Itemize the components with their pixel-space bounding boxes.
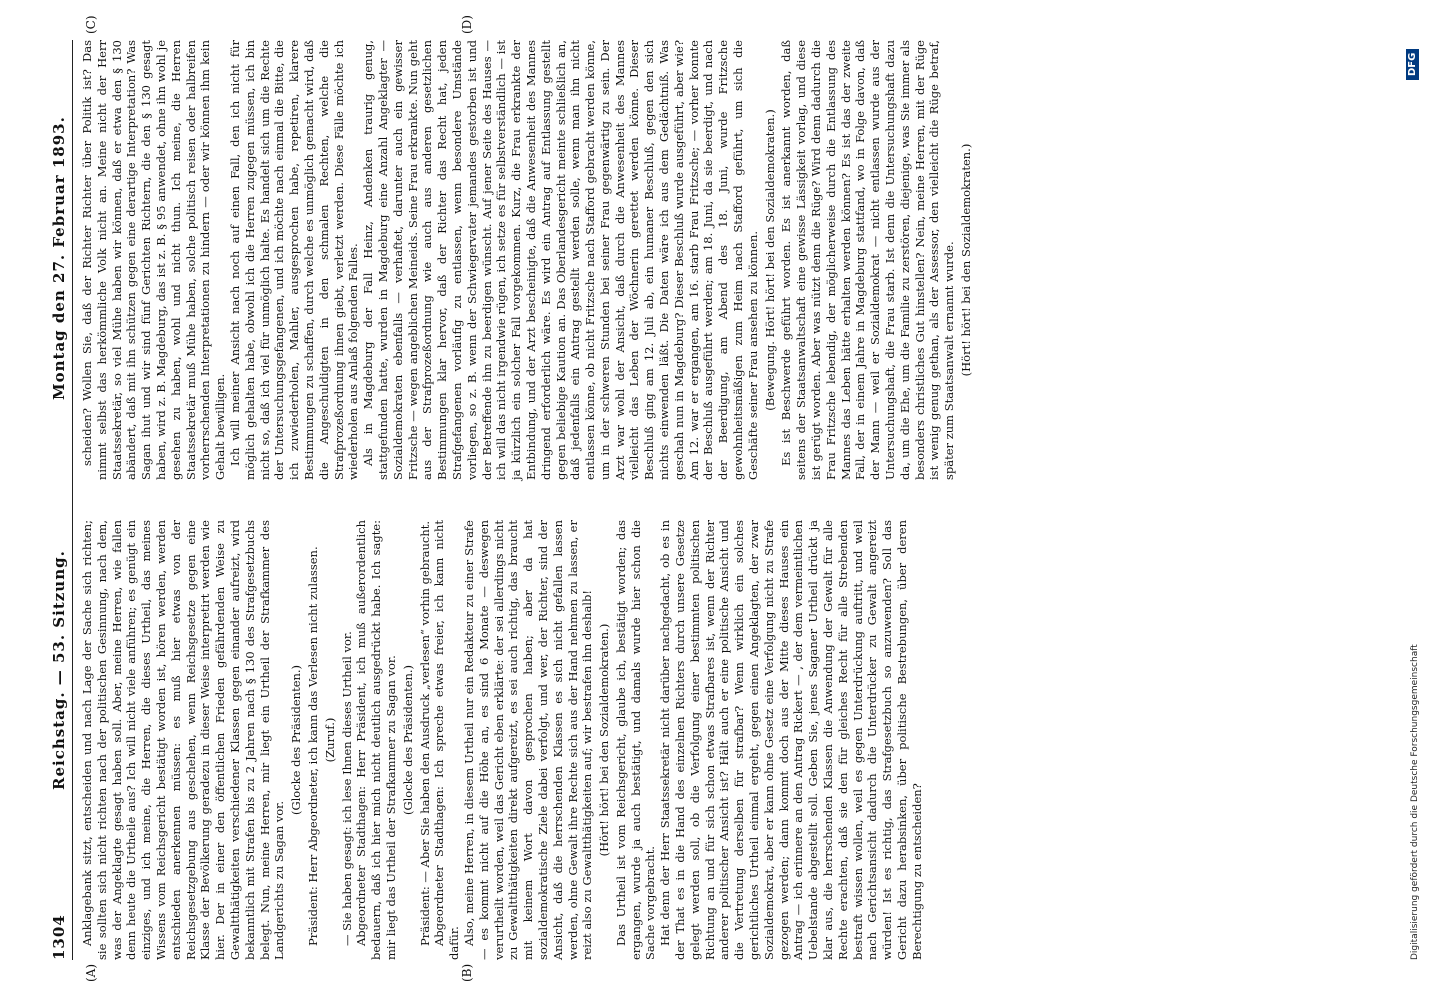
paragraph: Es ist Beschwerde geführt worden. Es ist anerkannt worden, daß seitens der Staatsanwaltschaft eine gewisse Lässigkeit vorlag, und diese ist gerügt worden. Aber was nützt denn die Rüge? Wird denn dadurch die Frau Fritzsche lebendig, der möglicherweise durch die Entlassung des Mannes das Leben hätte erhalten werden können? Es ist das der zweite Fall, der in einem Jahre in Magdeburg stattfand, wo in Folge davon, daß der Mann — weil er Sozialdemokrat — nicht entlassen wurde aus der Untersuchungshaft, die Frau starb. Ist denn die Untersuchungshaft dazu da, um die Ehe, um die Familie zu zerstören, diejenige, was Sie immer als besonders christliches Gut hinstellen? Nein, meine Herren, mit der Rüge ist wenig genug gethan, als der Assessor, den vielleicht die Rüge betraf, später zum Staatsanwalt ernannt wurde.	[779, 40, 957, 480]
paragraph: Anklagebank sitzt, entscheiden und nach Lage der Sache sich richten; sie sollten sich nicht richten nach der politischen Gesinnung, nach dem, was der Angeklagte gesagt haben soll. Aber, meine Herren, wie fallen denn heute die Urtheile aus? Ich will nicht viele anführen; es genügt ein einziges, und ich meine, die Herren, die dieses Urtheil, das meines Wissens vom Reichsgericht bestätigt worden ist, hören werden, werden entschieden anerkennen müssen: es muß hier etwas von der Reichsgesetzgebung aus geschehen, wenn Reichsgesetze gegen eine Klasse der Bevölkerung geradezu in dieser Weise interpretirt werden wie hier. Der in einer den öffentlichen Frieden gefährdenden Weise zu Gewaltthätigkeiten verschiedener Klassen gegen einander aufreizt, wird bekanntlich mit Strafen bis zu 2 Jahren nach § 130 des Strafgesetzbuchs belegt. Nun, meine Herren, mir liegt ein Urtheil der Strafkammer des Landgerichts zu Sagan vor.	[80, 520, 287, 960]
margin-letter-d: (D)	[460, 15, 474, 34]
dfg-logo: DFG	[1406, 49, 1419, 80]
paragraph: Abgeordneter Stadthagen: Herr Präsident, ich muß außerordentlich bedauern, daß ich hier mich nicht deutlich ausgedrückt habe. Ich sagte: mir liegt das Urtheil der Strafkammer zu Sagan vor.	[354, 520, 398, 960]
paragraph: Hat denn der Herr Staatssekretär nicht darüber nachgedacht, ob es in der That es in die Hand des einzelnen Richters durch unsere Gesetze gelegt werden soll, ob die Verfolgung einer bestimmten politischen Richtung an und für sich schon etwas Strafbares ist, wenn der Richter anderer politischer Ansicht ist? Hält auch er eine politische Ansicht und die Vertretung derselben für strafbar? Wenn wirklich ein solches gerichtliches Urtheil einmal ergeht, gegen einen Angeklagten, der zwar Sozialdemokrat, aber er kann ohne Gesetz eine Verfolgung nicht zu Strafe gezogen werden; dann kommt doch aus der Mitte dieses Hauses ein Antrag — ich erinnere an den Antrag Rickert — , der dem vermeintlichen Uebelstande abgestellt soll. Geben Sie, jenes Saganer Urtheil drückt ja klar aus, die herrschenden Klassen die Anwendung der Gewalt für alle Rechte erachten, daß sie den für gleiches Recht für alle Strebenden bestraft wissen wollen, weil es gegen Unterdrückung auftritt, und weil nach Gerichtsansicht dadurch die Unterdrücker zu Gewalt angereizt würden! Ist es richtig, das Strafgesetzbuch so anzuwenden? Soll das Gericht dazu herabsinken, über politische Bestrebungen, über deren Berechtigung zu entscheiden?	[658, 520, 924, 960]
session-title: Reichstag. — 53. Sitzung.	[50, 550, 68, 790]
paragraph: Das Urtheil ist vom Reichsgericht, glaube ich, bestätigt worden; das ergangen, wurde ja auch bestätigt, und damals wurde hier schon die Sache vorgebracht.	[613, 520, 658, 960]
interjection: (Bewegung. Hört! hört! bei den Sozialdemokraten.)	[762, 109, 777, 411]
session-date: Montag den 27. Februar 1893.	[50, 116, 68, 400]
paragraph: — Sie haben gesagt: ich lese Ihnen dieses Urtheil vor.	[339, 631, 354, 946]
margin-letter-c: (C)	[84, 15, 98, 34]
page-number: 1304	[50, 914, 68, 960]
interjection: (Hört! hört! bei den Sozialdemokraten.)	[597, 623, 612, 857]
margin-letter-b: (B)	[460, 963, 474, 982]
left-column	[80, 520, 924, 960]
paragraph: Präsident: Herr Abgeordneter, ich kann das Verlesen nicht zulassen.	[305, 546, 320, 946]
interjection: (Hört! hört! bei den Sozialdemokraten.)	[959, 143, 974, 377]
paragraph: Als in Magdeburg der Fall Heinz, Andenken traurig genug, stattgefunden hatte, wurden in Magdeburg eine Anzahl Angeklagter — Sozialdemokraten ebenfalls — verhaftet, darunter auch ein gewisser Fritzsche — wegen angeblichen Meineids. Seine Frau erkrankte. Nun geht aus der Strafprozeßordnung wie auch aus anderen gesetzlichen Bestimmungen klar hervor, daß der Richter das Recht hat, jeden Strafgefangenen vorläufig zu entlassen, wenn besondere Umstände vorliegen, so z. B. wenn der Schwiegervater jemandes gestorben ist und der Betreffende ihn zu beerdigen wünscht. Auf jener Seite des Hauses — ich will das nicht irgendwie rügen, ich setze es für selbstverständlich — ist ja kürzlich ein solcher Fall vorgekommen. Kurz, die Frau erkrankte der Entbindung, und der Arzt bescheinigte, daß die Anwesenheit des Mannes dringend erforderlich wäre. Es wird ein Antrag auf Entlassung gestellt gegen beliebige Kaution an. Das Oberlandesgericht meinte schließlich an, daß jedenfalls ein Antrag gestellt werden solle, wenn man ihn nicht entlassen könne, ob nicht Fritzsche nach Stafford gebracht werden könne, um in der schweren Stunden bei seiner Frau gegenwärtig zu sein. Der Arzt war wohl der Ansicht, daß durch die Anwesenheit des Mannes vielleicht das Leben der Wöchnerin gerettet werden könne. Dieser Beschluß ging am 12. Juli ab, ein humaner Beschluß, gegen den sich nichts einwenden läßt. Die Daten wäre ich aus dem Gedächtniß. Was geschah nun in Magdeburg? Dieser Beschluß wurde ausgeführt, aber wie? Am 12. war er ergangen, am 16. starb Frau Fritzsche; — vorher konnte der Beschluß ausgeführt werden; am 18. Juni, da sie beerdigt, und nach der Beerdigung, am Abend des 18. Juni, wurde Fritzsche gewohnheitsmäßigen zum Heim nach Stafford geführt, um sich die Geschäfte seiner Frau ansehen zu können.	[361, 40, 760, 480]
digitization-note: Digitalisierung gefördert durch die Deutsche Forschungsgemeinschaft	[1410, 644, 1420, 960]
paragraph: scheiden? Wollen Sie, daß der Richter Richter über Politik ist? Das nimmt selbst das herkömmliche Volk nicht an. Meine nicht der Herr Staatssekretär, so viel Mühe haben wir können, daß er etwa den § 130 abändert, daß mit ihn schützen gegen eine derartige Interpretation? Was Sagan ihut und wir sind fünf Gerichten Richtern, die den § 130 gesagt haben, wird z. B. Magdeburg, das ist z. B. § 95 anwendet, ohne ihn wohl je gesehen zu haben, wohl und nicht thun. Ich meine, die Herren Staatssekretär muß Mühe haben, solche politisch reisen oder halbreifen vorherrschenden Interpretationen zu hindern — oder wir können ihm kein Gehalt bewilligen.	[80, 40, 228, 480]
right-column	[80, 40, 974, 480]
margin-letter-a: (A)	[84, 963, 98, 982]
interjection: (Glocke des Präsidenten.)	[400, 664, 415, 816]
paragraph: Präsident: — Aber Sie haben den Ausdruck „verlesen“ vorhin gebraucht.	[417, 520, 432, 946]
page-header	[50, 40, 70, 960]
interjection: (Glocke des Präsidenten.)	[289, 664, 304, 816]
paragraph: Abgeordneter Stadthagen: Ich spreche etwas freier, ich kann nicht dafür.	[432, 520, 462, 960]
interjection: (Zuruf.)	[322, 717, 337, 763]
paragraph: Ich will meiner Ansicht nach noch auf einen Fall, den ich nicht für möglich gehalten habe, obwohl ich die Herren zugegen müssen, ich bin nicht so, daß ich viel für unmöglich halte. Es handelt sich um die Rechte der Untersuchungsgefangenen, und ich möchte nach einmal die Bitte, die ich zuwiederholen, Mahler, ausgesprochen habe, repetiren, klarere Bestimmungen zu schaffen, durch welche es unmöglich gemacht wird, daß die Angeschuldigten in den schmalen Rechten, welche die Strafprozeßordnung ihnen giebt, verletzt werden. Diese Fälle möchte ich wiederholen aus Anlaß folgenden Falles.	[227, 40, 361, 480]
paragraph: Also, meine Herren, in diesem Urtheil nur ein Redakteur zu einer Strafe — es kommt nicht auf die Höhe an, es sind 6 Monate — deswegen verurtheilt worden, weil das Gericht eben erklärte: der sei allerdings nicht zu Gewaltthätigkeiten direkt aufgereizt, es sei auch richtig, das braucht mit keinem Wort davon gesprochen haben; aber da hat sozialdemokratische Ziele dabei verfolgt, und wer, der Richter, sind der Ansicht, daß die herrschenden Klassen es sich nicht gefallen lassen werden, ohne Gewalt ihre Rechte sich aus der Hand nehmen zu lassen, er reizt also zu Gewaltthätigkeiten auf; wir bestrafen ihn deshalb!	[461, 520, 595, 960]
header-rule	[72, 40, 73, 960]
